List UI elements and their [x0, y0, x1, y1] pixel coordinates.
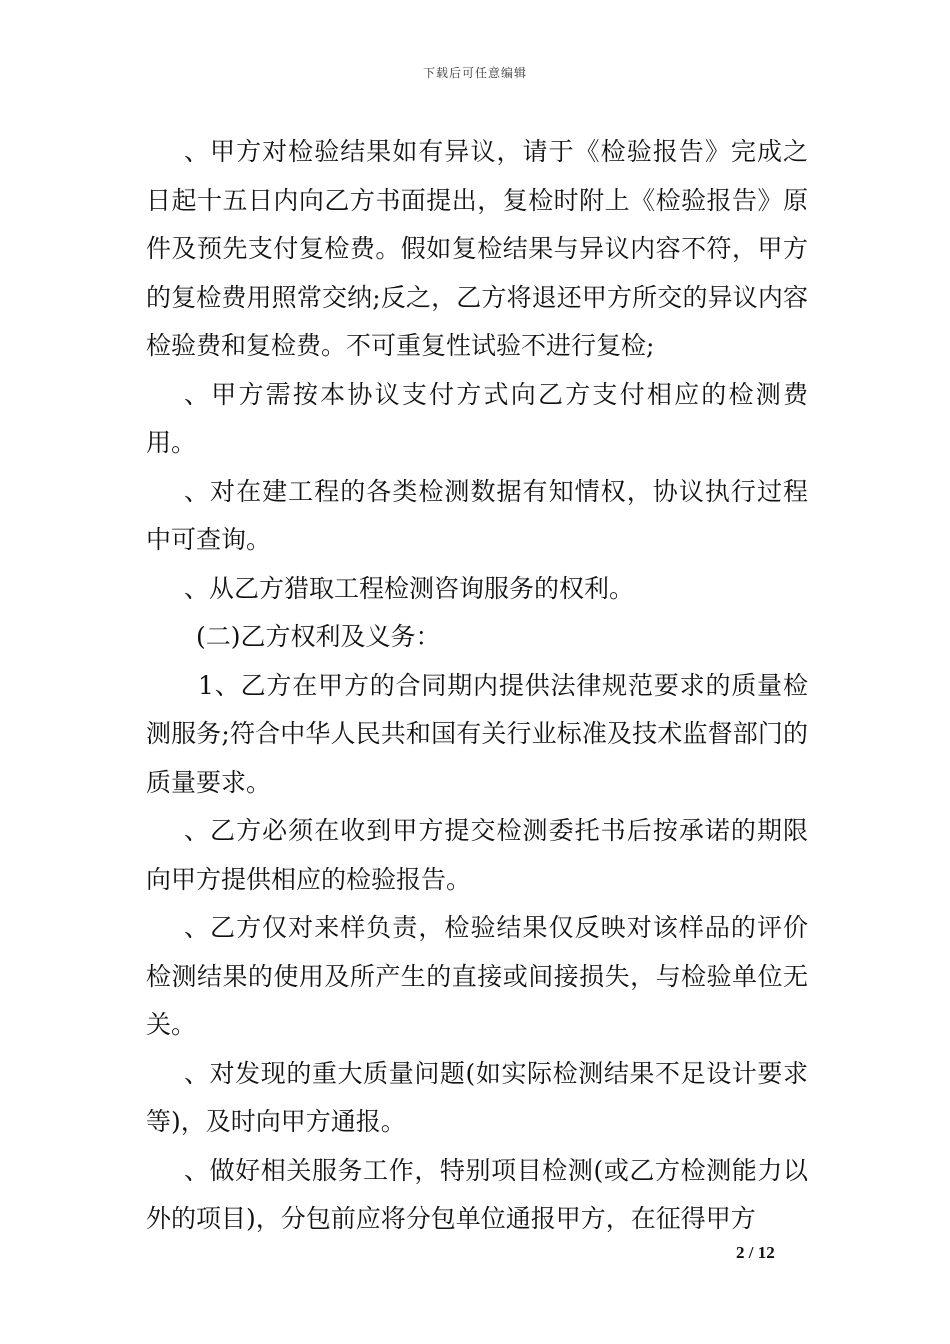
paragraph-party-b-service: 1、乙方在甲方的合同期内提供法律规范要求的质量检测服务;符合中华人民共和国有关行业标准及技术监督部门的质量要求。: [146, 670, 808, 797]
page-header: 下载后可任意编辑: [422, 66, 527, 80]
paragraph-subcontract: 、做好相关服务工作，特别项目检测(或乙方检测能力以外的项目)，分包前应将分包单位通报甲方，在征得甲方: [146, 1155, 808, 1233]
paragraph-objection-recheck: 、甲方对检验结果如有异议，请于《检验报告》完成之日起十五日内向乙方书面提出，复检时附上《检验报告》原件及预先支付复检费。假如复检结果与异议内容不符，甲方的复检费用照常交纳;反之，乙方将退还甲方所交的异议内容检验费和复检费。不可重复性试验不进行复检;: [146, 137, 808, 360]
page-number: 2 / 12: [736, 1243, 775, 1262]
paragraph-sample-responsibility: 、乙方仅对来样负责，检验结果仅反映对该样品的评价检测结果的使用及所产生的直接或间接损失，与检验单位无关。: [146, 913, 808, 1039]
paragraph-payment: 、甲方需按本协议支付方式向乙方支付相应的检测费用。: [146, 379, 808, 457]
document-body: [146, 128, 808, 1244]
paragraph-right-to-know: 、对在建工程的各类检测数据有知情权，协议执行过程中可查询。: [146, 476, 808, 554]
section-heading-party-b: (二)乙方权利及义务：: [196, 622, 441, 651]
paragraph-report-deadline: 、乙方必须在收到甲方提交检测委托书后按承诺的期限向甲方提供相应的检验报告。: [146, 816, 808, 894]
paragraph-quality-issue-report: 、对发现的重大质量问题(如实际检测结果不足设计要求等)，及时向甲方通报。: [146, 1058, 808, 1136]
paragraph-consulting-right: 、从乙方猎取工程检测咨询服务的权利。: [184, 573, 635, 603]
